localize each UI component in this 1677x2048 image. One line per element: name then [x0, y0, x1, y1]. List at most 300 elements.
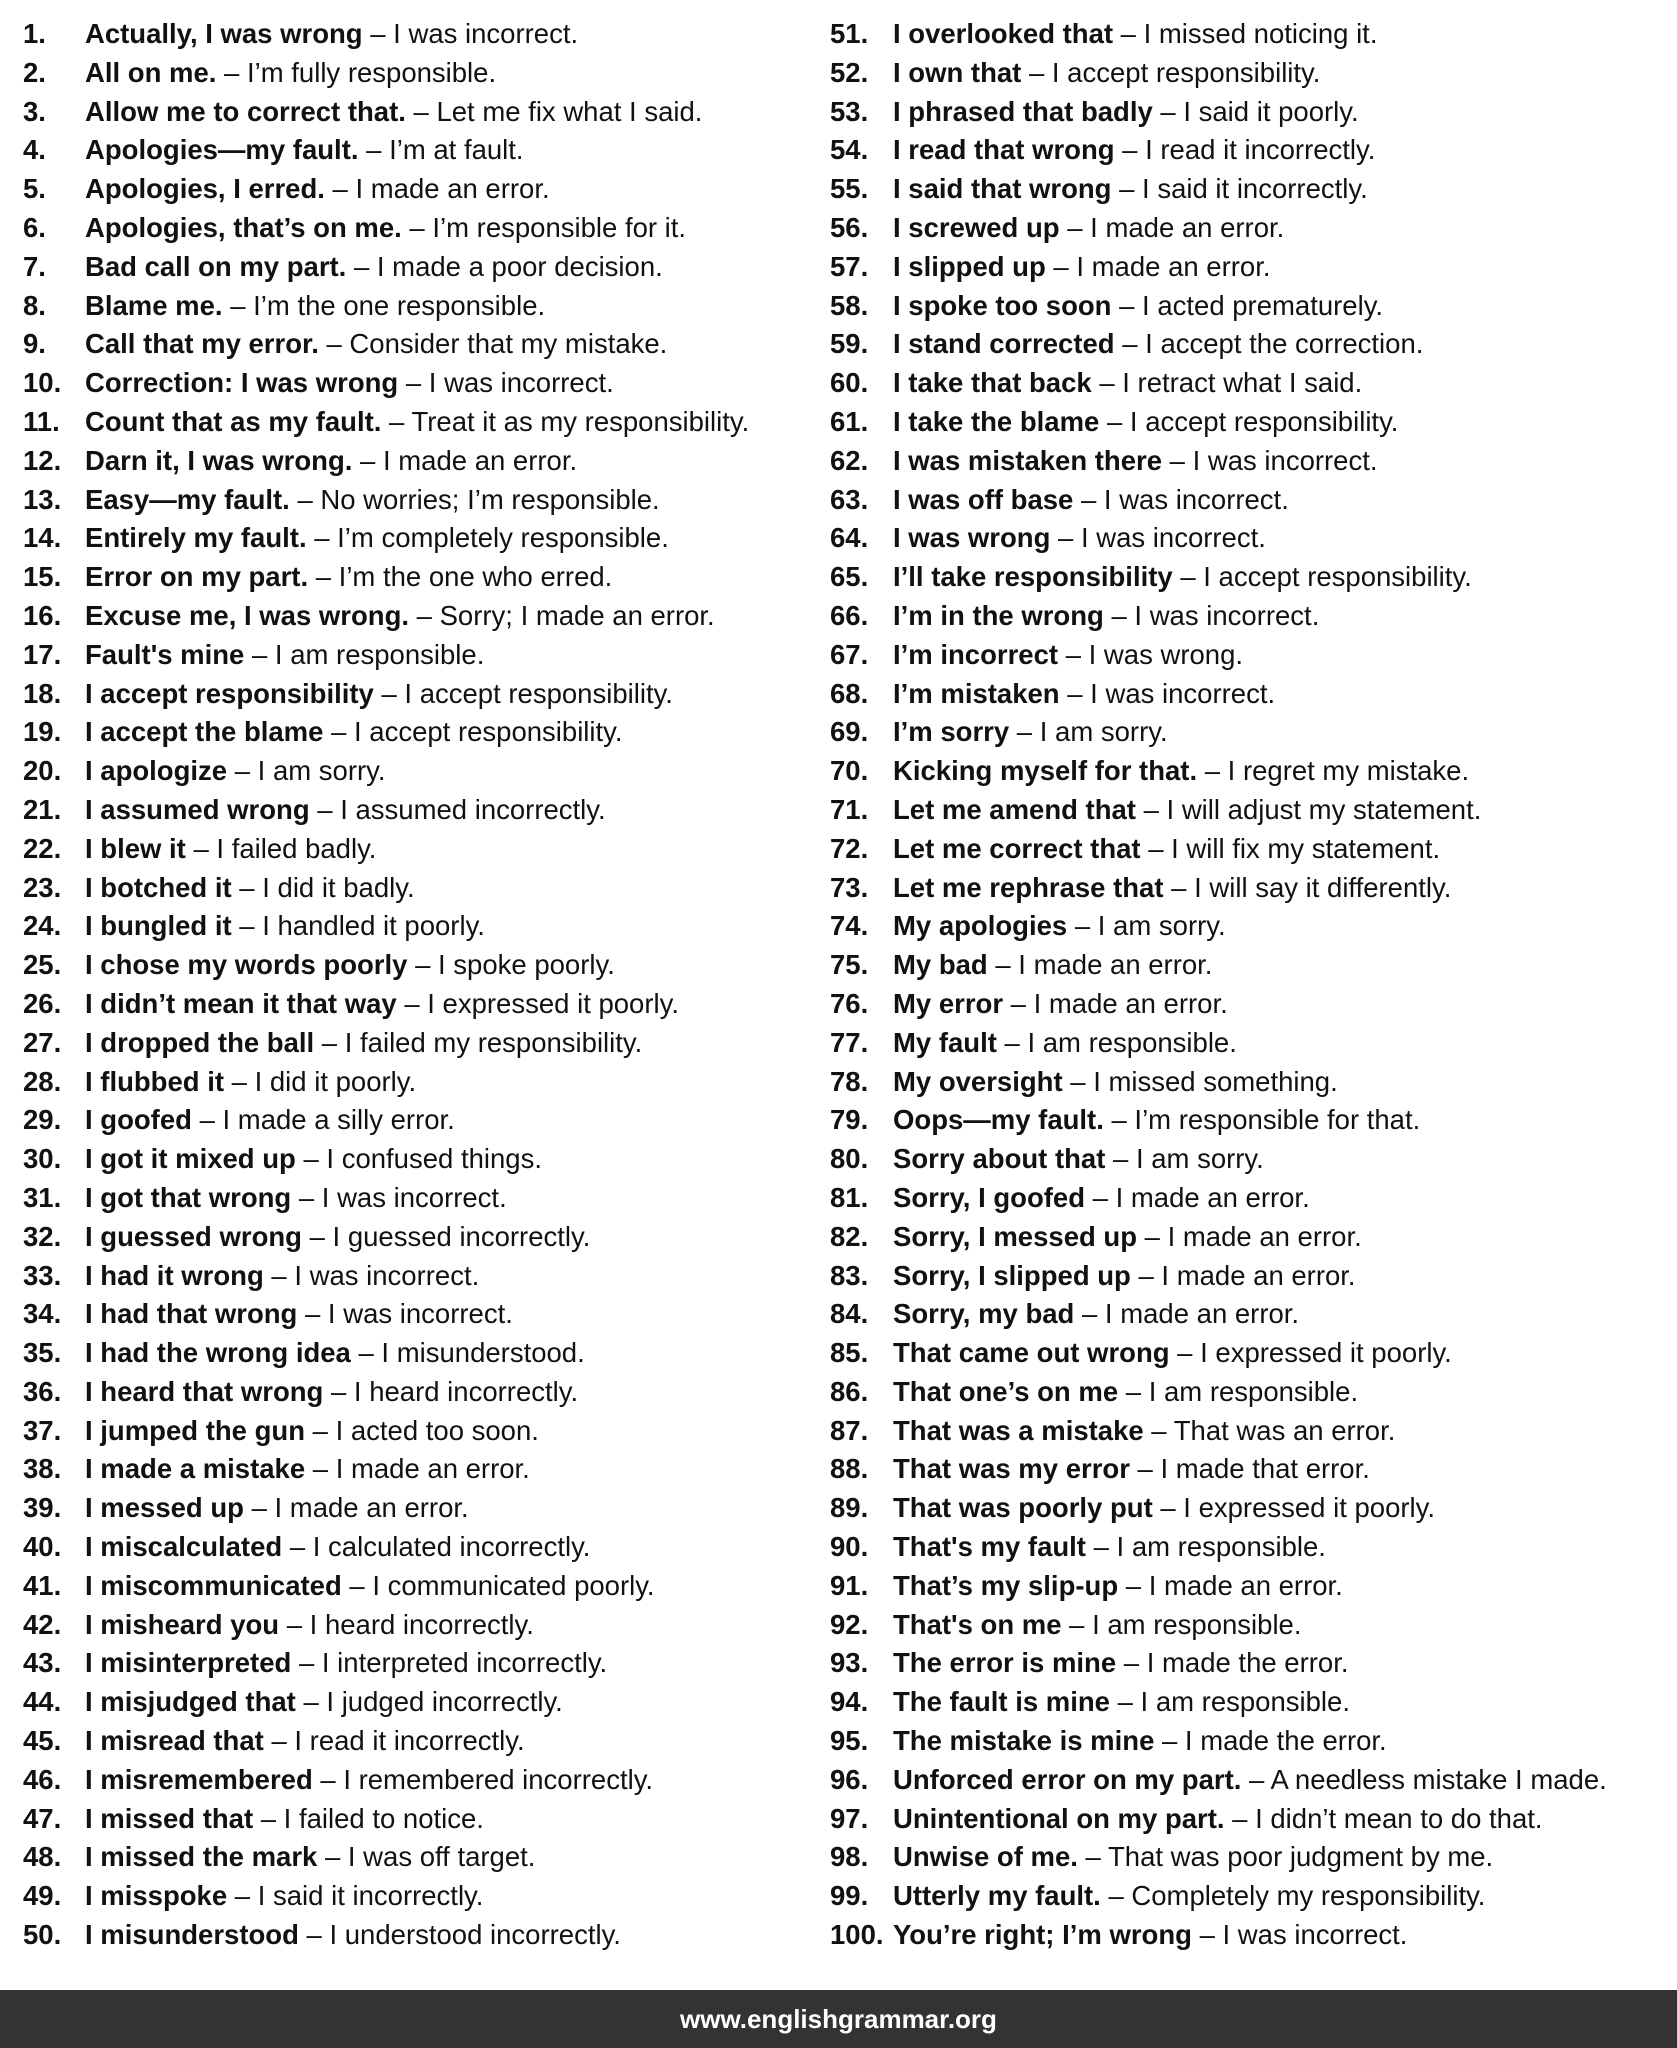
item-phrase: I misheard you	[85, 1608, 280, 1640]
item-phrase: I spoke too soon	[893, 289, 1112, 321]
list-item	[830, 1916, 1670, 1955]
list-item	[23, 287, 823, 326]
item-meaning: – I was incorrect.	[398, 367, 614, 399]
item-number: 25.	[23, 949, 62, 981]
item-number: 92.	[830, 1608, 869, 1640]
item-phrase: I take that back	[893, 367, 1092, 399]
item-number: 38.	[23, 1453, 62, 1485]
item-phrase: I misinterpreted	[85, 1647, 292, 1679]
item-phrase: I phrased that badly	[893, 95, 1153, 127]
item-phrase: The error is mine	[893, 1647, 1117, 1679]
item-meaning: – I did it poorly.	[224, 1065, 417, 1097]
list-item	[23, 558, 823, 597]
item-number: 82.	[830, 1220, 869, 1252]
item-number: 10.	[23, 367, 62, 399]
item-phrase: I’m mistaken	[893, 677, 1060, 709]
item-meaning: – I made an error.	[1137, 1220, 1362, 1252]
list-item	[830, 131, 1670, 170]
item-phrase: That's my fault	[893, 1531, 1086, 1563]
item-phrase: You’re right; I’m wrong	[893, 1919, 1192, 1951]
item-phrase: My oversight	[893, 1065, 1063, 1097]
item-meaning: – I was incorrect.	[291, 1181, 507, 1213]
item-meaning: – I am responsible.	[1085, 1531, 1326, 1563]
list-item	[830, 1877, 1670, 1916]
item-meaning: – I made an error.	[1074, 1298, 1300, 1330]
item-phrase: Error on my part.	[85, 561, 309, 593]
item-meaning: – I’m the one responsible.	[222, 289, 546, 321]
item-meaning: – I made a silly error.	[191, 1104, 455, 1136]
item-number: 14.	[23, 522, 62, 554]
item-phrase: I had it wrong	[85, 1259, 264, 1291]
item-phrase: Sorry, I slipped up	[893, 1259, 1131, 1291]
list-item	[23, 1567, 823, 1606]
item-phrase: I miscommunicated	[85, 1569, 342, 1601]
list-item	[830, 519, 1670, 558]
item-number: 77.	[830, 1026, 869, 1058]
item-phrase: I had that wrong	[85, 1298, 298, 1330]
item-number: 100.	[830, 1919, 884, 1951]
item-meaning: – I read it incorrectly.	[263, 1725, 525, 1757]
list-item	[830, 1528, 1670, 1567]
list-item	[23, 1140, 823, 1179]
list-item	[23, 442, 823, 481]
item-number: 34.	[23, 1298, 62, 1330]
list-item	[830, 1606, 1670, 1645]
list-item	[23, 1295, 823, 1334]
item-number: 12.	[23, 444, 62, 476]
item-number: 42.	[23, 1608, 62, 1640]
item-phrase: I said that wrong	[893, 173, 1112, 205]
item-meaning: – I confused things.	[295, 1143, 542, 1175]
item-number: 74.	[830, 910, 869, 942]
item-number: 96.	[830, 1763, 869, 1795]
item-phrase: Fault's mine	[85, 638, 245, 670]
item-phrase: That's on me	[893, 1608, 1062, 1640]
list-item	[23, 869, 823, 908]
item-number: 57.	[830, 250, 869, 282]
item-phrase: My bad	[893, 949, 988, 981]
list-item	[830, 675, 1670, 714]
list-item	[23, 1024, 823, 1063]
item-number: 56.	[830, 211, 869, 243]
item-meaning: – I was wrong.	[1058, 638, 1244, 670]
item-meaning: – I was off target.	[317, 1841, 536, 1873]
item-phrase: I assumed wrong	[85, 793, 310, 825]
item-number: 95.	[830, 1725, 869, 1757]
list-item	[830, 1373, 1670, 1412]
item-phrase: I take the blame	[893, 405, 1100, 437]
item-phrase: Utterly my fault.	[893, 1880, 1101, 1912]
list-item	[23, 1800, 823, 1839]
item-phrase: That was poorly put	[893, 1492, 1153, 1524]
item-number: 50.	[23, 1919, 62, 1951]
item-number: 3.	[23, 95, 46, 127]
item-phrase: Sorry, my bad	[893, 1298, 1075, 1330]
item-number: 91.	[830, 1569, 869, 1601]
item-number: 83.	[830, 1259, 869, 1291]
item-number: 41.	[23, 1569, 62, 1601]
list-item	[23, 519, 823, 558]
item-meaning: – I’m completely responsible.	[306, 522, 669, 554]
item-phrase: That was a mistake	[893, 1414, 1144, 1446]
list-item	[830, 364, 1670, 403]
item-number: 80.	[830, 1143, 869, 1175]
list-item	[23, 1877, 823, 1916]
item-phrase: I screwed up	[893, 211, 1060, 243]
item-meaning: – I read it incorrectly.	[1114, 134, 1376, 166]
item-phrase: Actually, I was wrong	[85, 18, 363, 49]
item-meaning: – I calculated incorrectly.	[282, 1531, 591, 1563]
item-number: 36.	[23, 1375, 62, 1407]
list-item	[23, 1683, 823, 1722]
item-number: 35.	[23, 1337, 62, 1369]
item-number: 21.	[23, 793, 62, 825]
list-item	[23, 907, 823, 946]
item-meaning: – I made an error.	[987, 949, 1213, 981]
list-item	[830, 15, 1670, 54]
item-phrase: I messed up	[85, 1492, 244, 1524]
item-meaning: – I regret my mistake.	[1197, 755, 1470, 787]
item-number: 39.	[23, 1492, 62, 1524]
item-phrase: I missed that	[85, 1802, 254, 1834]
item-meaning: – I made an error.	[1059, 211, 1285, 243]
item-phrase: I misspoke	[85, 1880, 228, 1912]
item-phrase: Sorry, I goofed	[893, 1181, 1086, 1213]
list-item	[23, 131, 823, 170]
item-number: 64.	[830, 522, 869, 554]
item-number: 55.	[830, 173, 869, 205]
list-item	[23, 15, 823, 54]
list-item	[23, 248, 823, 287]
item-number: 90.	[830, 1531, 869, 1563]
item-number: 94.	[830, 1686, 869, 1718]
item-meaning: – I said it incorrectly.	[227, 1880, 484, 1912]
item-number: 62.	[830, 444, 869, 476]
list-item	[830, 54, 1670, 93]
item-phrase: Unwise of me.	[893, 1841, 1078, 1873]
item-number: 23.	[23, 871, 62, 903]
phrase-list	[0, 15, 1677, 1967]
item-meaning: – I understood incorrectly.	[298, 1919, 621, 1951]
item-phrase: I’m in the wrong	[893, 599, 1104, 631]
item-number: 87.	[830, 1414, 869, 1446]
item-phrase: I overlooked that	[893, 18, 1114, 49]
item-number: 84.	[830, 1298, 869, 1330]
item-number: 69.	[830, 716, 869, 748]
item-meaning: – I didn’t mean to do that.	[1224, 1802, 1543, 1834]
list-item	[830, 558, 1670, 597]
item-number: 22.	[23, 832, 62, 864]
item-phrase: I’m sorry	[893, 716, 1010, 748]
list-item	[830, 636, 1670, 675]
item-meaning: – I heard incorrectly.	[323, 1375, 579, 1407]
item-phrase: Sorry, I messed up	[893, 1220, 1138, 1252]
item-meaning: – Let me fix what I said.	[405, 95, 703, 127]
list-item	[23, 1412, 823, 1451]
list-item	[830, 1218, 1670, 1257]
item-meaning: – I am sorry.	[227, 755, 386, 787]
item-phrase: Correction: I was wrong	[85, 367, 399, 399]
item-meaning: – Treat it as my responsibility.	[381, 405, 750, 437]
item-meaning: – I am responsible.	[1109, 1686, 1350, 1718]
item-meaning: – I misunderstood.	[350, 1337, 585, 1369]
item-phrase: I jumped the gun	[85, 1414, 305, 1446]
item-meaning: – I acted prematurely.	[1111, 289, 1384, 321]
item-meaning: – I made the error.	[1116, 1647, 1349, 1679]
item-number: 78.	[830, 1065, 869, 1097]
list-item	[830, 442, 1670, 481]
item-meaning: – I’m at fault.	[358, 134, 524, 166]
item-meaning: – I accept the correction.	[1114, 328, 1424, 360]
item-meaning: – I’m fully responsible.	[216, 56, 497, 88]
item-meaning: – I made an error.	[1003, 987, 1228, 1019]
item-meaning: – I said it incorrectly.	[1111, 173, 1368, 205]
item-phrase: I was wrong	[893, 522, 1051, 554]
list-item	[830, 1838, 1670, 1877]
item-meaning: – I missed something.	[1062, 1065, 1338, 1097]
item-number: 52.	[830, 56, 869, 88]
item-meaning: – I failed badly.	[185, 832, 377, 864]
item-phrase: I misremembered	[85, 1763, 313, 1795]
list-item	[830, 752, 1670, 791]
footer-url: www.englishgrammar.org	[0, 1990, 1677, 2048]
item-number: 24.	[23, 910, 62, 942]
item-meaning: – I expressed it poorly.	[1169, 1337, 1452, 1369]
item-phrase: That one’s on me	[893, 1375, 1119, 1407]
item-phrase: Allow me to correct that.	[85, 95, 406, 127]
item-meaning: – I made an error.	[243, 1492, 469, 1524]
list-item	[23, 1528, 823, 1567]
item-phrase: My apologies	[893, 910, 1068, 942]
item-phrase: Apologies—my fault.	[85, 134, 359, 166]
list-item	[830, 1489, 1670, 1528]
item-number: 70.	[830, 755, 869, 787]
item-meaning: – I accept responsibility.	[323, 716, 623, 748]
item-number: 79.	[830, 1104, 869, 1136]
list-item	[830, 1412, 1670, 1451]
item-meaning: – I handled it poorly.	[231, 910, 485, 942]
list-item	[23, 325, 823, 364]
item-number: 68.	[830, 677, 869, 709]
list-item	[23, 830, 823, 869]
item-phrase: My fault	[893, 1026, 997, 1058]
item-number: 27.	[23, 1026, 62, 1058]
item-meaning: – I assumed incorrectly.	[309, 793, 606, 825]
item-meaning: – I am sorry.	[1067, 910, 1226, 942]
item-phrase: I guessed wrong	[85, 1220, 302, 1252]
item-meaning: – I was incorrect.	[1050, 522, 1266, 554]
item-phrase: Oops—my fault.	[893, 1104, 1104, 1136]
list-item	[830, 713, 1670, 752]
list-item	[23, 1218, 823, 1257]
item-phrase: That’s my slip-up	[893, 1569, 1119, 1601]
list-item	[23, 1450, 823, 1489]
list-item	[830, 403, 1670, 442]
item-phrase: Apologies, that’s on me.	[85, 211, 402, 243]
list-item	[23, 1916, 823, 1955]
item-meaning: – Completely my responsibility.	[1100, 1880, 1486, 1912]
list-item	[830, 1683, 1670, 1722]
item-phrase: Darn it, I was wrong.	[85, 444, 353, 476]
list-item	[830, 1024, 1670, 1063]
item-phrase: Let me rephrase that	[893, 871, 1164, 903]
item-meaning: – No worries; I’m responsible.	[289, 483, 660, 515]
list-item	[830, 1257, 1670, 1296]
item-meaning: – I made an error.	[1085, 1181, 1310, 1213]
list-item	[23, 1761, 823, 1800]
item-phrase: I accept responsibility	[85, 677, 374, 709]
item-meaning: – I made an error.	[352, 444, 578, 476]
list-item	[23, 675, 823, 714]
item-number: 18.	[23, 677, 62, 709]
item-phrase: Sorry about that	[893, 1143, 1106, 1175]
item-number: 48.	[23, 1841, 62, 1873]
item-meaning: – I expressed it poorly.	[1152, 1492, 1435, 1524]
item-meaning: – I accept responsibility.	[1021, 56, 1321, 88]
list-item	[830, 946, 1670, 985]
list-item	[23, 403, 823, 442]
item-meaning: – I communicated poorly.	[341, 1569, 655, 1601]
item-number: 1.	[23, 18, 46, 49]
list-item	[830, 1140, 1670, 1179]
item-meaning: – I will say it differently.	[1163, 871, 1452, 903]
item-meaning: – I guessed incorrectly.	[301, 1220, 591, 1252]
item-phrase: Kicking myself for that.	[893, 755, 1198, 787]
list-item	[830, 1295, 1670, 1334]
item-phrase: I got that wrong	[85, 1181, 292, 1213]
item-phrase: Unintentional on my part.	[893, 1802, 1225, 1834]
item-meaning: – I said it poorly.	[1152, 95, 1359, 127]
list-item	[23, 1179, 823, 1218]
item-phrase: I read that wrong	[893, 134, 1115, 166]
item-phrase: I flubbed it	[85, 1065, 225, 1097]
list-item	[830, 1644, 1670, 1683]
item-number: 98.	[830, 1841, 869, 1873]
item-number: 31.	[23, 1181, 62, 1213]
item-phrase: I blew it	[85, 832, 186, 864]
list-item	[830, 248, 1670, 287]
item-meaning: – I accept responsibility.	[1099, 405, 1399, 437]
item-number: 37.	[23, 1414, 62, 1446]
item-meaning: – I was incorrect.	[362, 18, 579, 49]
item-number: 7.	[23, 250, 46, 282]
item-meaning: – I was incorrect.	[1073, 483, 1289, 515]
item-number: 26.	[23, 987, 62, 1019]
list-item	[23, 364, 823, 403]
item-number: 97.	[830, 1802, 869, 1834]
item-number: 53.	[830, 95, 869, 127]
item-meaning: – I failed to notice.	[253, 1802, 484, 1834]
item-number: 67.	[830, 638, 869, 670]
item-phrase: I heard that wrong	[85, 1375, 324, 1407]
item-number: 20.	[23, 755, 62, 787]
item-number: 17.	[23, 638, 62, 670]
item-number: 47.	[23, 1802, 62, 1834]
list-item	[23, 1644, 823, 1683]
list-item	[830, 1761, 1670, 1800]
item-meaning: – I failed my responsibility.	[314, 1026, 643, 1058]
item-phrase: I slipped up	[893, 250, 1046, 282]
item-number: 60.	[830, 367, 869, 399]
item-number: 6.	[23, 211, 46, 243]
item-number: 28.	[23, 1065, 62, 1097]
item-number: 15.	[23, 561, 62, 593]
phrase-column-left	[23, 15, 823, 1955]
item-number: 65.	[830, 561, 869, 593]
item-meaning: – I’m responsible for it.	[401, 211, 687, 243]
list-item	[830, 985, 1670, 1024]
item-phrase: I misread that	[85, 1725, 264, 1757]
item-phrase: Let me amend that	[893, 793, 1136, 825]
item-meaning: – I made an error.	[1130, 1259, 1356, 1291]
item-meaning: – I judged incorrectly.	[295, 1686, 563, 1718]
item-meaning: – I interpreted incorrectly.	[291, 1647, 608, 1679]
list-item	[23, 752, 823, 791]
list-item	[23, 791, 823, 830]
item-number: 11.	[23, 405, 60, 437]
item-phrase: Call that my error.	[85, 328, 319, 360]
item-phrase: I botched it	[85, 871, 232, 903]
item-meaning: – I made the error.	[1154, 1725, 1387, 1757]
item-number: 66.	[830, 599, 869, 631]
item-meaning: – I made an error.	[1118, 1569, 1343, 1601]
item-meaning: – I made that error.	[1129, 1453, 1370, 1485]
item-meaning: – A needless mistake I made.	[1241, 1763, 1607, 1795]
item-phrase: Bad call on my part.	[85, 250, 347, 282]
item-number: 33.	[23, 1259, 62, 1291]
item-phrase: I didn’t mean it that way	[85, 987, 397, 1019]
item-phrase: Count that as my fault.	[85, 405, 382, 437]
item-meaning: – I made an error.	[324, 173, 550, 205]
list-item	[830, 907, 1670, 946]
item-meaning: – I acted too soon.	[305, 1414, 539, 1446]
list-item	[23, 713, 823, 752]
list-item	[23, 93, 823, 132]
list-item	[23, 170, 823, 209]
item-number: 63.	[830, 483, 869, 515]
item-phrase: Let me correct that	[893, 832, 1141, 864]
item-number: 89.	[830, 1492, 869, 1524]
item-meaning: – I was incorrect.	[297, 1298, 513, 1330]
item-meaning: – I heard incorrectly.	[279, 1608, 534, 1640]
item-meaning: – I expressed it poorly.	[396, 987, 679, 1019]
item-number: 51.	[830, 18, 869, 49]
item-phrase: I’ll take responsibility	[893, 561, 1173, 593]
list-item	[830, 325, 1670, 364]
item-phrase: I got it mixed up	[85, 1143, 296, 1175]
item-meaning: – I will fix my statement.	[1140, 832, 1441, 864]
list-item	[830, 830, 1670, 869]
item-number: 88.	[830, 1453, 869, 1485]
item-phrase: I dropped the ball	[85, 1026, 315, 1058]
item-meaning: – I was incorrect.	[1103, 599, 1320, 631]
list-item	[830, 93, 1670, 132]
item-number: 45.	[23, 1725, 62, 1757]
list-item	[23, 1373, 823, 1412]
item-phrase: Excuse me, I was wrong.	[85, 599, 410, 631]
item-number: 9.	[23, 328, 46, 360]
item-number: 75.	[830, 949, 869, 981]
list-item	[830, 1101, 1670, 1140]
item-number: 8.	[23, 289, 46, 321]
list-item	[830, 1334, 1670, 1373]
item-meaning: – Sorry; I made an error.	[409, 599, 715, 631]
item-number: 46.	[23, 1763, 62, 1795]
item-meaning: – I spoke poorly.	[407, 949, 615, 981]
item-number: 13.	[23, 483, 62, 515]
item-meaning: – I am responsible.	[996, 1026, 1237, 1058]
item-meaning: – I accept responsibility.	[373, 677, 673, 709]
